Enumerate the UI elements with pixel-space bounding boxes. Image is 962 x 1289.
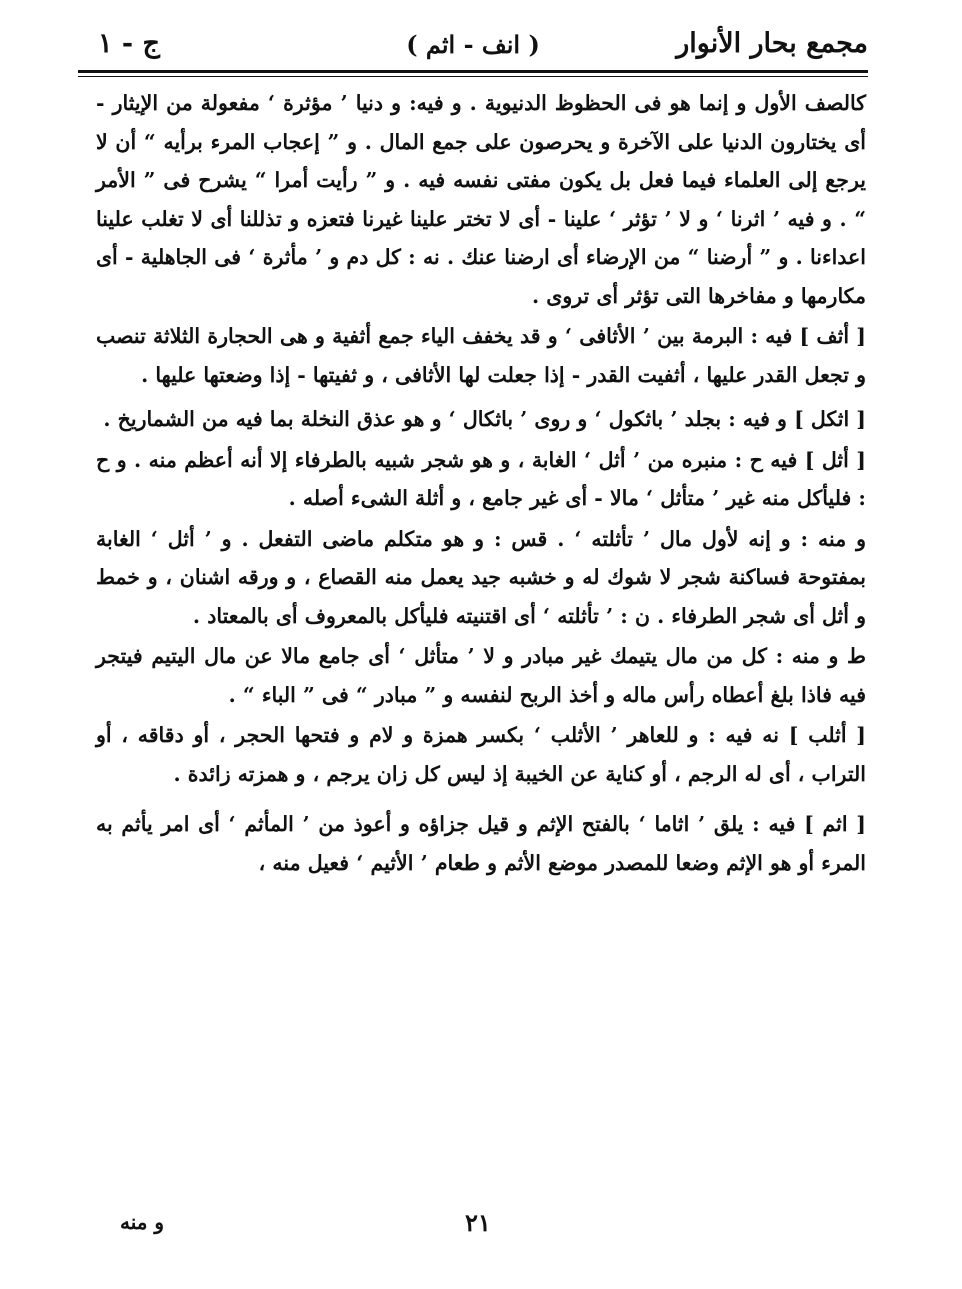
paragraph-athlab: [ أثلب ] نه فيه : و للعاهر ’ الأثلب ‘ بكسر همزة و لام و فتحها الحجر ، أو دقاقه ، أو التراب ، أى له الرجم ، أو كناية عن الخيبة إذ ليس كل زان يرجم ، و همزته زائدة . xyxy=(96,723,866,786)
paragraph-athar-continued: كالصف الأول و إنما هو فى الحظوظ الدنيوية . و فيه: و دنيا ’ مؤثرة ‘ مفعولة من الإيثار - أى يختارون الدنيا على الآخرة و يحرصون على جمع المال . و ” إعجاب المرء برأيه “ أن لا يرجع إلى العلماء فيما فعل بل يكون مفتى نفسه فيه . و ” رأيت أمرا “ يشرح فى ” الأمر “ . و فيه ’ اثرنا ‘ و لا ’ تؤثر ‘ علينا - أى لا تختر علينا غيرنا فتعزه و تذللنا أى لا تغلب علينا اعداءنا . و ” أرضنا “ من الإرضاء أى ارضنا عنك . نه : كل دم و ’ مأثرة ‘ فى الجاهلية - أى مكارمها و مفاخرها التى تؤثر أى تروى . xyxy=(96,91,866,308)
paragraph-athal: [ أثل ] فيه ح : منبره من ’ أثل ‘ الغابة ، و هو شجر شبيه بالطرفاء إلا أنه أعظم منه . و ح : فليأكل منه غير ’ متأثل ‘ مالا - أى غير جامع ، و أثلة الشىء أصله . xyxy=(96,447,866,510)
paragraph-athaf: [ أثف ] فيه : البرمة بين ’ الأثافى ‘ و قد يخفف الياء جمع أثفية و هى الحجارة الثلاثة تنصب و تجعل القدر عليها ، أثفيت القدر - إذا جعلت لها الأثافى ، و ثفيتها - إذا وضعتها عليها . xyxy=(96,324,866,387)
page-number: ٢١ xyxy=(465,1208,491,1237)
running-header xyxy=(78,22,868,68)
main-text xyxy=(96,84,866,882)
paragraph-athal-minhu: و منه : و إنه لأول مال ’ تأثلته ‘ . قس : و هو متكلم ماضى التفعل . و ’ أثل ‘ الغابة بمفتوحة فساكنة شجر لا شوك له و خشبه جيد يعمل منه القصاع ، و ورقه اشنان ، و خمط و أثل أى شجر الطرفاء . ن : ’ تأثلته ‘ أى اقتنيته فليأكل بالمعروف أى بالمعتاد . xyxy=(96,526,866,628)
paragraph-athal-ta: ط و منه : كل من مال يتيمك غير مبادر و لا ’ متأثل ‘ أى جامع مالا عن مال اليتيم فيتجر فيه فاذا بلغ أعطاه رأس ماله و أخذ الربح لنفسه و ” مبادر “ فى ” الباء “ . xyxy=(96,644,866,707)
volume-number: ج - ١ xyxy=(98,28,160,59)
catchword: و منه xyxy=(120,1210,165,1234)
entry-range: ( انف - اثم ) xyxy=(406,30,540,59)
header-rule-thin xyxy=(78,76,868,77)
paragraph-athkal: [ اثكل ] و فيه : بجلد ’ باثكول ‘ و روى ’ باثكال ‘ و هو عذق النخلة بما فيه من الشماريخ . xyxy=(103,407,866,431)
book-title: مجمع بحار الأنوار xyxy=(676,28,868,59)
header-rule-thick xyxy=(78,70,868,73)
paragraph-athm: [ اثم ] فيه : يلق ’ اثاما ‘ بالفتح الإثم و قيل جزاؤه و أعوذ من ’ المأثم ‘ أى امر يأثم به المرء أو هو الإثم وضعا للمصدر موضع الأثم و طعام ’ الأثيم ‘ فعيل منه ، xyxy=(96,812,866,875)
